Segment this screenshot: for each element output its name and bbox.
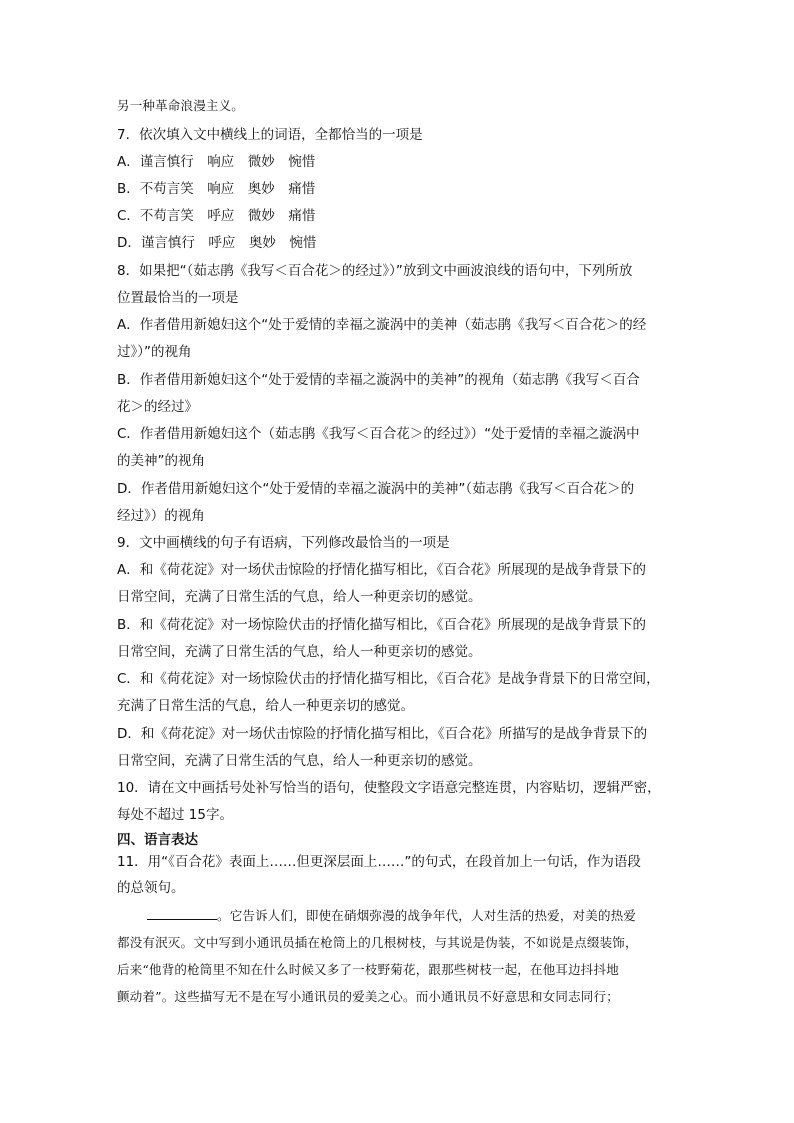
option-9d-cont: 日常空间，充满了日常生活的气息，给人一种更亲切的感觉。 bbox=[117, 753, 482, 769]
option-7d: D．谨言慎行 呼应 奥妙 惋惜 bbox=[117, 235, 317, 251]
option-9a: A．和《荷花淀》对一场伏击惊险的抒情化描写相比，《百合花》所展现的是战争背景下的 bbox=[117, 562, 646, 578]
option-7a: A．谨言慎行 响应 微妙 惋惜 bbox=[117, 154, 316, 170]
option-8d-cont: 经过》）的视角 bbox=[117, 508, 205, 524]
option-8a: A．作者借用新媳妇这个“处于爱情的幸福之漩涡中的美神（茹志鹃《我写＜百合花＞的经 bbox=[117, 317, 647, 333]
answer-blank[interactable] bbox=[147, 907, 217, 920]
option-9a-cont: 日常空间，充满了日常生活的气息，给人一种更亲切的感觉。 bbox=[117, 589, 482, 605]
option-8a-cont: 过》）”的视角 bbox=[117, 344, 192, 360]
option-9b-cont: 日常空间，充满了日常生活的气息，给人一种更亲切的感觉。 bbox=[117, 644, 482, 660]
text-line: 另一种革命浪漫主义。 bbox=[117, 98, 245, 113]
passage-line: 颤动着”。这些描写无不是在写小通讯员的爱美之心。而小通讯员不好意思和女同志同行； bbox=[117, 989, 619, 1004]
option-9d: D．和《荷花淀》对一场伏击惊险的抒情化描写相比，《百合花》所描写的是战争背景下的 bbox=[117, 726, 648, 742]
option-9c-cont: 充满了日常生活的气息，给人一种更亲切的感觉。 bbox=[117, 698, 414, 714]
passage-line: 都没有泯灭。文中写到小通讯员插在枪筒上的几根树枝，与其说是伪装，不如说是点缀装饰， bbox=[117, 935, 638, 950]
question-8-cont: 位置最恰当的一项是 bbox=[117, 290, 239, 306]
question-7: 7．依次填入文中横线上的词语，全都恰当的一项是 bbox=[117, 127, 423, 143]
question-10: 10．请在文中画括号处补写恰当的语句，使整段文字语意完整连贯，内容贴切，逻辑严密， bbox=[117, 780, 661, 796]
option-8c: C．作者借用新媳妇这个（茹志鹃《我写＜百合花＞的经过》）“处于爱情的幸福之漩涡中 bbox=[117, 426, 640, 442]
option-7b: B．不苟言笑 响应 奥妙 痛惜 bbox=[117, 181, 316, 197]
option-9b: B．和《荷花淀》对一场惊险伏击的抒情化描写相比，《百合花》所展现的是战争背景下的 bbox=[117, 617, 647, 633]
option-8d: D．作者借用新媳妇这个“处于爱情的幸福之漩涡中的美神”（茹志鹃《我写＜百合花＞的 bbox=[117, 481, 635, 497]
passage-text: 。它告诉人们，即使在硝烟弥漫的战争年代，人对生活的热爱，对美的热爱 bbox=[217, 908, 637, 923]
option-8c-cont: 的美神”的视角 bbox=[117, 453, 205, 469]
section-heading: 四、语言表达 bbox=[117, 832, 198, 848]
question-11: 11．用“《百合花》表面上……但更深层面上……”的句式，在段首加上一句话，作为语段 bbox=[117, 854, 641, 870]
option-9c: C．和《荷花淀》对一场惊险伏击的抒情化描写相比，《百合花》是战争背景下的日常空间， bbox=[117, 671, 660, 687]
question-8: 8．如果把“（茹志鹃《我写＜百合花＞的经过》）”放到文中画波浪线的语句中，下列所放 bbox=[117, 263, 633, 279]
passage-first-line bbox=[147, 906, 636, 924]
passage-line: 后来“他背的枪筒里不知在什么时候又多了一枝野菊花，跟那些树枝一起，在他耳边抖抖地 bbox=[117, 962, 619, 977]
question-11-cont: 的总领句。 bbox=[117, 880, 185, 896]
question-10-cont: 每处不超过 15字。 bbox=[117, 807, 233, 823]
option-8b-cont: 花＞的经过》 bbox=[117, 399, 198, 415]
question-9: 9．文中画横线的句子有语病，下列修改最恰当的一项是 bbox=[117, 535, 450, 551]
option-7c: C．不苟言笑 呼应 微妙 痛惜 bbox=[117, 208, 316, 224]
option-8b: B．作者借用新媳妇这个“处于爱情的幸福之漩涡中的美神”的视角（茹志鹃《我写＜百合 bbox=[117, 372, 640, 388]
